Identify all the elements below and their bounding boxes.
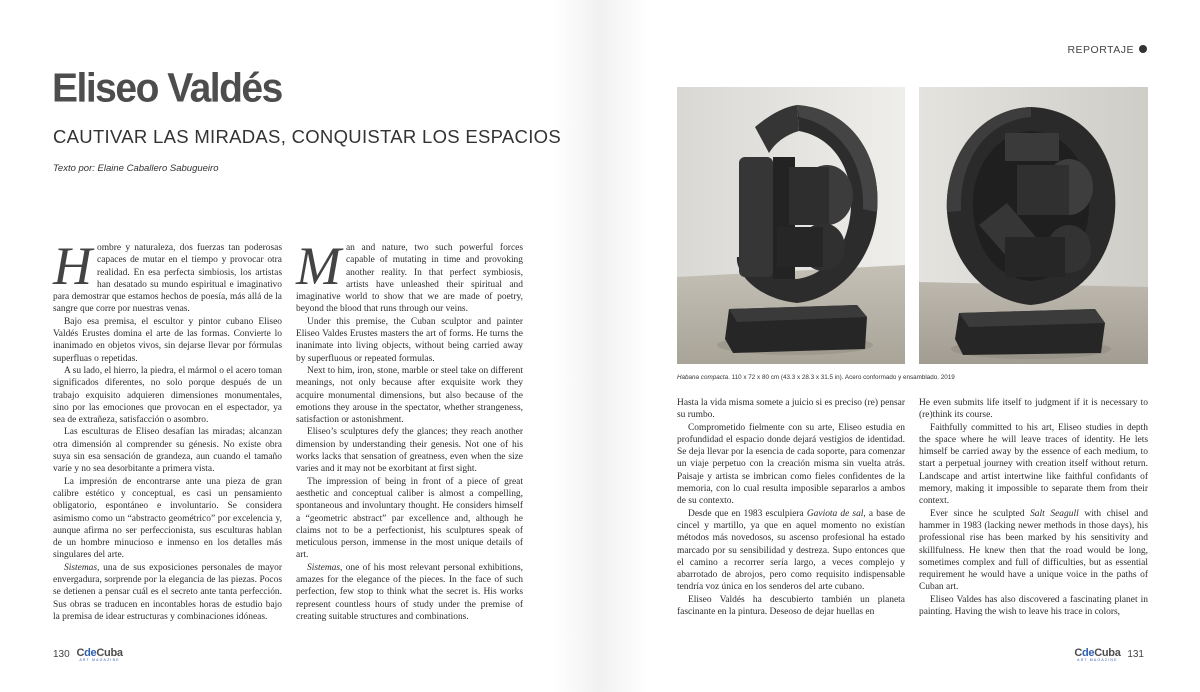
author-name: Elaine Caballero Sabugueiro: [97, 163, 219, 174]
logo-c: C: [1074, 647, 1082, 659]
paragraph: La impresión de encontrarse ante una pieza de gran calibre estético y conceptual, es casi un pensamiento obligatorio, espontáneo e involuntario. Se considera asimismo como un “abstracto geométrico” por excelencia y, aunque afirma no ser perfeccionista, sus esculturas hablan de un hombre minucioso e inmenso en los detalles más singulares del arte.: [53, 476, 282, 561]
column-english: [296, 236, 523, 623]
paragraph: Under this premise, the Cuban sculptor and painter Eliseo Valdes Erustes masters the art of forms. He turns the inanimate into living objects, without being carried away by superfluous or repeated formulas.: [296, 316, 523, 364]
logo-c: C: [76, 647, 85, 659]
caption-text: . 110 x 72 x 80 cm (43.3 x 28.3 x 31.5 in). Acero conformado y ensamblado. 2019: [728, 374, 955, 381]
paragraph-text: , una de sus exposiciones personales de mayor envergadura, sorprende por la elegancia de las piezas. Pocos se detienen a pensar cuál es el secreto ante tanta perfección. Sus obras se traducen en incontables horas de estudio bajo la premisa de idear estructuras y combinaciones idóneas.: [53, 562, 282, 622]
page-number-left: 130: [53, 649, 70, 660]
footer-left: [53, 649, 127, 662]
paragraph-text: , one of his most relevant personal exhibitions, amazes for the elegance of the pieces. In the face of such perfection, few stop to think what the secret is. His works represent countless hours of study under the premise of creating suitable structures and combinations.: [296, 562, 523, 622]
paragraph: Hasta la vida misma somete a juicio si es preciso (re) pensar su rumbo.: [677, 398, 905, 421]
logo-cuba: Cuba: [96, 647, 123, 659]
magazine-logo-left: [76, 649, 122, 662]
artwork-title: Gaviota de sal: [806, 508, 864, 519]
paragraph: Comprometido fielmente con su arte, Eliseo estudia en profundidad el espacio donde dejará vestigios de identidad. Se deja llevar por la esencia de cada soporte, para comenzar un viaje perpetuo con la creación misma sin vuelta atrás. Paisaje y artista se imbrican como fieles confidentes de la memoria, con lo cual resulta imposible separarlos a ambos de su contexto.: [677, 422, 905, 507]
drop-cap: H: [53, 236, 92, 296]
exhibition-title: Sistemas: [307, 562, 341, 573]
paragraph: [296, 562, 523, 623]
logo-tagline: ART MAGAZINE: [1077, 658, 1118, 662]
author-prefix: Texto por:: [53, 163, 95, 174]
paragraph: A su lado, el hierro, la piedra, el mármol o el acero toman significados diferentes, no solo porque después de un trabajo exquisito adquieren dimensiones monumentales, sino por las emociones que provocan en el espectador, ya sea de extrañeza, satisfacción o asombro.: [53, 365, 282, 426]
paragraph: Bajo esa premisa, el escultor y pintor cubano Eliseo Valdés Erustes domina el arte de las formas. Convierte lo inanimado en objetos vivos, sin dejarse llevar por fórmulas superfluas o repetidas.: [53, 316, 282, 364]
paragraph: [53, 562, 282, 623]
column-english-continued: [919, 397, 1148, 618]
author-line: [53, 163, 219, 174]
sculpture-photo-front: [677, 87, 905, 364]
paragraph-text: , a base de cincel y martillo, ya que en aquel momento no existían métodos más novedosos, su ascenso profesional ha estado marcado por su sensibilidad y destreza. Supo entonces que el camino a recorrer sería largo, a veces complejo y abarrotado de abrojos, pero como requisito indispensable tendría voz única en los senderos del arte cubano.: [677, 508, 906, 593]
paragraph: The impression of being in front of a piece of great aesthetic and conceptual caliber is almost a compelling, spontaneous and involuntary thought. He considers himself a “geometric abstract” par excellence and, although he claims not to be a perfectionist, his sculptures speak of meticulous person, immense in the most unique details of art.: [296, 476, 523, 561]
artwork-title: Salt Seagull: [1030, 508, 1079, 519]
column-spanish-continued: [677, 397, 905, 618]
drop-cap: M: [296, 236, 341, 296]
paragraph: Eliseo Valdés ha descubierto también un planeta fascinante en la pintura. Deseoso de dejar huellas en: [677, 594, 905, 618]
sculpture-photo-side: [919, 87, 1148, 364]
paragraph: Las esculturas de Eliseo desafían las miradas; alcanzan otra dimensión al comprender su génesis. No existe obra suya sin esa sensación de grandeza, aun cuando el tamaño varíe y no sea desorbitante a primera vista.: [53, 427, 282, 475]
paragraph: [296, 236, 523, 316]
section-bullet-icon: [1139, 45, 1147, 53]
magazine-logo-right: [1074, 649, 1120, 662]
artwork-title: Habana compacta: [677, 374, 729, 381]
paragraph-text: an and nature, two such powerful forces capable of mutating in time and provoking another reality. In that perfect symbiosis, artists have unleashed their spiritual and imaginative world to show that we are made of poetry, beyond the blood that runs through our veins.: [296, 243, 523, 315]
logo-cuba: Cuba: [1094, 647, 1121, 659]
paragraph: Eliseo’s sculptures defy the glances; they reach another dimension by understanding their genesis. Not one of his works lacks that sensation of greatness, even when the size varies and it may not be exorbitant at first sight.: [296, 427, 523, 475]
article-title: Eliseo Valdés: [52, 66, 282, 112]
paragraph-text: with chisel and hammer in 1983 (lacking newer methods in those days), his professional rise has been marked by his sensitivity and skillfulness. He knew then that the road would be long, sometimes complex and full of difficulties, but as essential requirement he would have a unique voice in the paths of Cuban art.: [919, 508, 1148, 593]
section-label: [1067, 44, 1147, 56]
paragraph: [677, 508, 905, 594]
photo-caption: [677, 374, 955, 381]
logo-tagline: ART MAGAZINE: [79, 658, 120, 662]
paragraph: He even submits life itself to judgment if it is necessary to (re)think its course.: [919, 398, 1148, 421]
page-number-right: 131: [1127, 649, 1144, 660]
section-label-text: REPORTAJE: [1067, 44, 1134, 56]
logo-de: de: [1081, 647, 1095, 659]
sculpture-image: [677, 87, 905, 364]
paragraph: Next to him, iron, stone, marble or steel take on different meanings, not only because after exquisite work they acquire monumental dimensions, but also because of the emotions they arouse in the spectator, whether strangeness, satisfaction or astonishment.: [296, 365, 523, 426]
subtitle-spanish: CAUTIVAR LAS MIRADAS, CONQUISTAR LOS ESPACIOS: [53, 126, 561, 147]
column-spanish: [53, 236, 282, 623]
exhibition-title: Sistemas: [64, 562, 98, 573]
paragraph-text: Ever since he sculpted: [930, 508, 1031, 519]
footer-right: [1070, 649, 1144, 662]
paragraph: [919, 508, 1148, 594]
sculpture-image: [919, 87, 1148, 364]
paragraph-text: Desde que en 1983 esculpiera: [688, 508, 807, 519]
paragraph: Faithfully committed to his art, Eliseo studies in depth the space where he will leave traces of identity. He lets himself be carried away by the essence of each medium, to start a perpetual journey with creation itself without return. Landscape and artist intertwine like faithful confidants of memory, making it impossible to separate them from their context.: [919, 422, 1148, 507]
paragraph-text: ombre y naturaleza, dos fuerzas tan poderosas capaces de mutar en el tiempo y provocar otra realidad. En esa perfecta simbiosis, los artistas han desatado su mundo espiritual e imaginativo para demostrar que estamos hechos de poesía, más allá de la sangre que corre por nuestras venas.: [53, 243, 282, 315]
paragraph: Eliseo Valdes has also discovered a fascinating planet in painting. Having the wish to leave his trace in colors,: [919, 594, 1148, 618]
paragraph: [53, 236, 282, 316]
logo-de: de: [84, 647, 97, 659]
